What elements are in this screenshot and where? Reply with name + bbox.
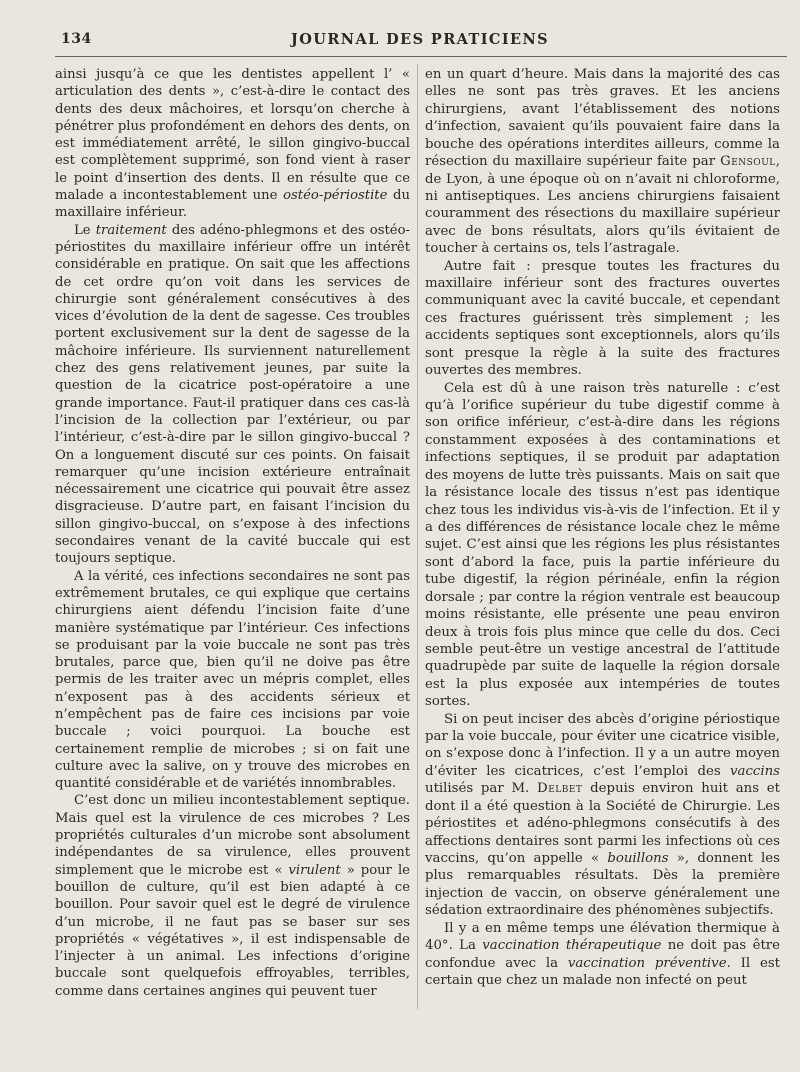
paragraph <box>425 258 780 380</box>
running-header <box>55 31 785 53</box>
text-run: ne doit pas être confondue avec la <box>425 938 781 971</box>
emphasis-text: vaccination thérapeutique <box>482 938 662 954</box>
text-run: Cela est dû à une raison très naturelle : c’est qu’à l’orifice supérieur du tube digestif comme à son orifice inférieur, c’est-à-dire dans les régions constamment exposées à des contaminations et infections septiques, il se produit par adaptation des moyens de lutte très puissants. Mais on sait que la résistance locale des tissus n’est pas identique chez tous les individus vis-à-vis de l’infection. Et il y a des différences de résistance locale chez le même sujet. C’est ainsi que les régions les plus résistantes sont d’abord la face, puis la partie inférieure du tube digestif, la région périnéale, enfin la région dorsale ; par contre la région ventrale est beaucoup moins résistante, elle présente une peau environ deux à trois fois plus mince que celle du dos. Ceci semble peut-être un vestige ancestral de l’attitude quadrupède par suite de laquelle la région dorsale est la plus exposée aux intempéries de toutes sortes. <box>425 380 780 710</box>
emphasis-text: vaccins <box>730 763 780 779</box>
emphasis-text: ostéo-périostite <box>283 188 388 204</box>
emphasis-text: traitement <box>95 222 167 238</box>
continued-paragraph <box>55 66 410 222</box>
journal-title: JOURNAL DES PRATICIENS <box>291 31 549 48</box>
paragraph <box>55 568 410 793</box>
paragraph <box>55 792 410 1000</box>
text-run: A la vérité, ces infections secondaires ne sont pas extrêmement brutales, ce qui explique que certains chirurgiens aient défendu l’incision faite d’une manière systématique par l’intérieur. Ces infections se produisant par la voie buccale ne sont pas très brutales, parce que, bien qu’il ne doive pas être permis de les traiter avec un mépris complet, elles n’exposent pas à des accidents sérieux et n’empêchent pas de faire ces incisions par voie buccale ; voici pourquoi. La bouche est certainement remplie de microbes ; si on fait une culture avec la salive, on y trouve des microbes en quantité considérable et de variétés innombrables. <box>55 568 410 792</box>
paragraph <box>425 380 780 711</box>
text-run: », donnent les plus remarquables résultats. Dès la première injection de vaccin, on observe généralement une sédation extraordinaire des phénomènes subjectifs. <box>425 850 780 919</box>
emphasis-text: vaccination préventive <box>567 955 727 971</box>
text-run: du maxillaire inférieur. <box>55 188 410 221</box>
text-run: depuis environ huit ans et dont il a été question à la Société de Chirurgie. Les périostites et adéno-phlegmons consécutifs à des affections dentaires sont parmi les infections où ces vaccins, qu’on appelle « <box>425 781 781 866</box>
text-run: Il y a en même temps une élévation thermique à 40°. La <box>425 920 780 954</box>
text-run: . Il est certain que chez un malade non infecté on peut <box>425 955 780 988</box>
text-run: » pour le bouillon de culture, qu’il est bien adapté à ce bouillon. Pour savoir quel est le degré de virulence d’un microbe, il ne faut pas se baser sur ses propriétés « végétatives », il est indispensable de l’injecter à un animal. Les infections d’origine buccale sont quelquefois effroyables, terribles, comme dans certaines angines qui peuvent tuer <box>55 862 410 999</box>
page-number: 134 <box>61 31 92 47</box>
text-run: C’est donc un milieu incontestablement septique. Mais quel est la virulence de ces microbes ? Les propriétés culturales d’un microbe sont absolument indépendantes de sa virulence, elles prouvent simplement que le microbe est « <box>55 793 410 878</box>
text-run: , de Lyon, à une époque où on n’avait ni chloroforme, ni antiseptiques. Les anciens chirurgiens faisaient couramment des résections du maxillaire supérieur avec de bons résultats, alors qu’ils évitaient de toucher à certains os, tels l’astragale. <box>425 154 780 257</box>
text-run: Autre fait : presque toutes les fractures du maxillaire inférieur sont des fractures ouvertes communiquant avec la cavité buccale, et cependant ces fractures guérissent très simplement ; les accidents septiques sont exceptionnels, alors qu’ils sont presque la règle à la suite des fractures ouvertes des membres. <box>425 258 780 379</box>
paragraph <box>425 920 780 990</box>
left-column <box>55 66 410 1000</box>
emphasis-text: bouillons <box>607 850 669 866</box>
column-divider <box>417 64 418 1009</box>
text-run: utilisés par M. <box>425 781 538 797</box>
text-run: Le <box>74 222 96 238</box>
right-column <box>425 66 780 989</box>
header-rule <box>55 56 787 57</box>
emphasis-text: virulent <box>288 862 341 878</box>
text-run: des adéno-phlegmons et des ostéo-périostites du maxillaire inférieur offre un intérêt considérable en pratique. On sait que les affections de cet ordre qu’on voit dans les services de chirurgie sont généralement consécutives à des vices d’évolution de la dent de sagesse. Ces troubles portent exclusivement sur la dent de sagesse de la mâchoire inférieure. Ils surviennent naturellement chez des gens relativement jeunes, par suite la question de la cicatrice post-opératoire a une grande importance. Faut-il pratiquer dans ces cas-là l’incision de la collection par l’extérieur, ou par l’intérieur, c’est-à-dire par le sillon gingivo-buccal ? On a longuement discuté sur ces points. On faisait remarquer qu’une incision extérieure entraînait nécessairement une cicatrice qui pouvait être assez disgracieuse. D’autre part, en faisant l’incision du sillon gingivo-buccal, on s’expose à des infections secondaires venant de la cavité buccale qui est toujours septique. <box>55 222 410 567</box>
author-name: Gensoul <box>720 154 776 170</box>
paragraph <box>425 711 780 920</box>
continued-paragraph <box>425 66 780 258</box>
text-run: ainsi jusqu’à ce que les dentistes appellent l’ « articulation des dents », c’est-à-dire le contact des dents des deux mâchoires, et lorsqu’on cherche à pénétrer plus profondément en dehors des dents, on est immédiatement arrêté, le sillon gingivo-buccal est complètement supprimé, son fond vient à raser le point d’insertion des dents. Il en résulte que ce malade a incontestablement une <box>55 67 410 204</box>
text-run: en un quart d’heure. Mais dans la majorité des cas elles ne sont pas très graves. Et les anciens chirurgiens, avant l’établissement des notions d’infection, savaient qu’ils pouvaient faire dans la bouche des opérations interdites ailleurs, comme la résection du maxillaire supérieur faite par <box>425 67 780 170</box>
author-name: Delbet <box>537 781 583 797</box>
paragraph <box>55 222 410 568</box>
text-run: Si on peut inciser des abcès d’origine périostique par la voie buccale, pour éviter une cicatrice visible, on s’expose donc à l’infection. Il y a un autre moyen d’éviter les cicatrices, c’est l’emploi des <box>425 711 780 779</box>
